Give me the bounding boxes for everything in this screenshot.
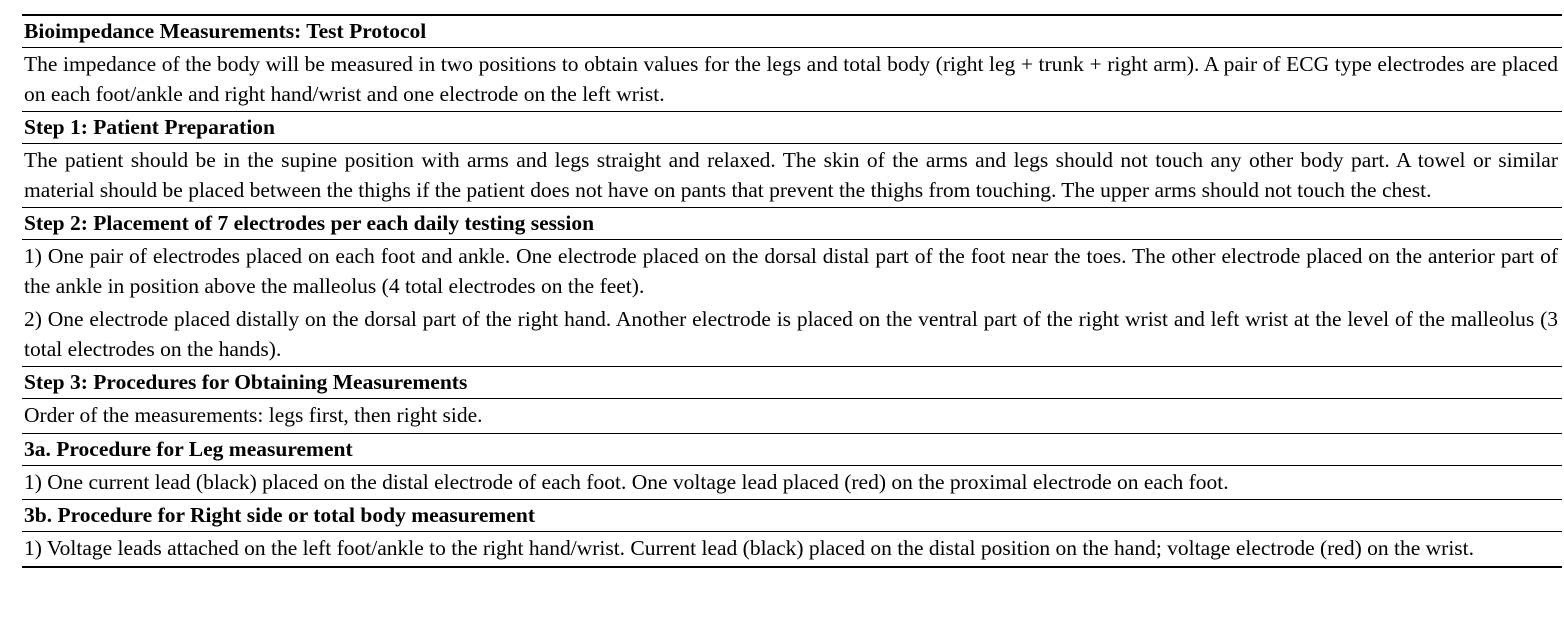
intro-text: The impedance of the body will be measured in two positions to obtain values for the legs and total body (right leg + trunk + right arm). A pair of ECG type electrodes are placed on each foot/ankle and right hand/wrist and one electrode on the left wrist. (24, 52, 1558, 106)
intro-row (22, 48, 1562, 112)
step2-item1-row (22, 240, 1562, 304)
step3a-text-row (22, 465, 1562, 500)
step2-item2-row (22, 303, 1562, 367)
step1-heading-row (22, 112, 1562, 144)
step3-text: Order of the measurements: legs first, then right side. (24, 403, 483, 427)
step3-heading: Step 3: Procedures for Obtaining Measurements (24, 370, 468, 394)
step3a-heading-row (22, 433, 1562, 465)
step3a-heading: 3a. Procedure for Leg measurement (24, 436, 353, 461)
step3-heading-row (22, 367, 1562, 399)
step3b-heading: 3b. Procedure for Right side or total body measurement (24, 503, 535, 527)
step2-item1-text: 1) One pair of electrodes placed on each foot and ankle. One electrode placed on the dorsal distal part of the foot near the toes. The other electrode placed on the anterior part of the ankle in position above the malleolus (4 total electrodes on the feet). (24, 244, 1558, 298)
protocol-table (22, 14, 1562, 568)
step3b-text-row (22, 532, 1562, 567)
table-title: Bioimpedance Measurements: Test Protocol (24, 19, 427, 43)
step3-text-row (22, 399, 1562, 434)
step3b-heading-row (22, 500, 1562, 532)
step2-item2-text: 2) One electrode placed distally on the dorsal part of the right hand. Another electrode is placed on the ventral part of the right wrist and left wrist at the level of the malleolus (3 total electrodes on the hands). (24, 307, 1558, 361)
step2-heading-row (22, 208, 1562, 240)
step1-heading: Step 1: Patient Preparation (24, 115, 275, 139)
title-row (22, 15, 1562, 48)
step3a-text: 1) One current lead (black) placed on the distal electrode of each foot. One voltage lead placed (red) on the proximal electrode on each foot. (24, 469, 1229, 494)
step3b-text: 1) Voltage leads attached on the left foot/ankle to the right hand/wrist. Current lead (black) placed on the distal position on the hand; voltage electrode (red) on the wrist. (24, 536, 1475, 560)
step1-text: The patient should be in the supine position with arms and legs straight and relaxed. The skin of the arms and legs should not touch any other body part. A towel or similar material should be placed between the thighs if the patient does not have on pants that prevent the thighs from touching. The upper arms should not touch the chest. (24, 148, 1558, 202)
step1-text-row (22, 144, 1562, 208)
step2-heading: Step 2: Placement of 7 electrodes per each daily testing session (24, 211, 595, 235)
